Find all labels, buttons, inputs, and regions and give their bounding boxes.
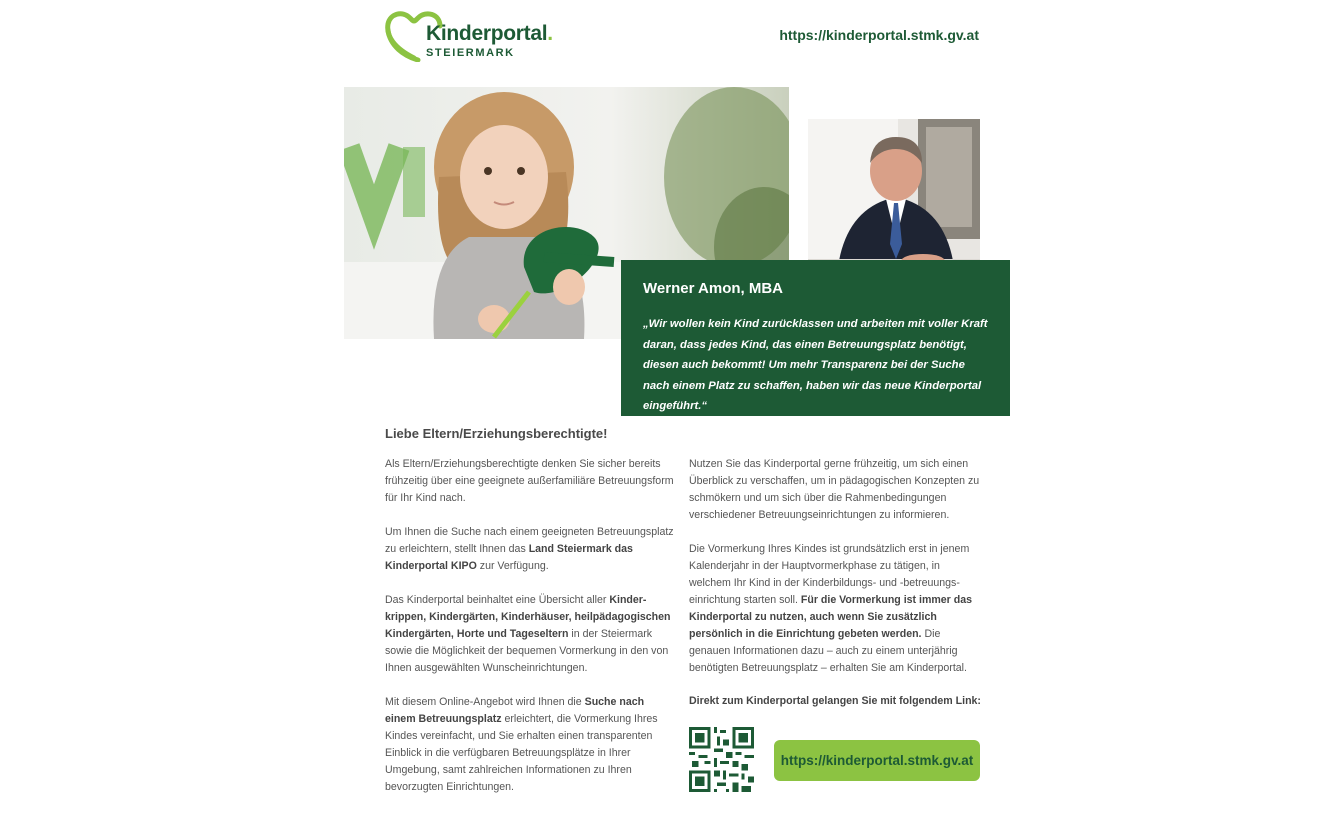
text-span: Mit diesem Online-Angebot wird Ihnen die	[385, 696, 585, 708]
bold-text: Für die Vormerkung ist immer das Kinderportal zu nutzen, auch wenn Sie zusätzlich persönlich in die Einrichtung gebeten werden.	[689, 594, 973, 640]
right-column	[689, 456, 984, 694]
left-column	[385, 456, 675, 813]
kinderportal-logo	[384, 6, 554, 62]
qr-code-icon[interactable]	[689, 727, 754, 792]
paragraph	[385, 524, 675, 575]
text-span: erleichtert, die Vormerkung Ihres Kindes vereinfacht, und Sie erhalten einen transparenten Einblick in die verfügbaren Betreuungsplätze in Ihrer Umgebung, samt zahlreichen Informationen zu Ihren bevorzugten Einrichtungen.	[385, 713, 658, 793]
logo-name: Kinderportal	[426, 22, 548, 45]
kinderportal-link-button[interactable]: https://kinderportal.stmk.gv.at	[774, 740, 980, 781]
text-span: Die Vormerkung Ihres Kindes ist grundsätzlich erst in jenem Kalenderjahr in der Hauptvormerkphase zu tätigen, in welchem Ihr Kind in der Kinderbildungs- und -betreuungseinrichtung starten soll.	[689, 543, 970, 606]
bold-text: Land Steiermark das Kinderportal KIPO	[385, 543, 633, 572]
text-span: in der Steiermark sowie die Möglichkeit der bequemen Vormerkung in den von Ihnen ausgewählten Wunscheinrichtungen.	[385, 628, 669, 674]
logo-dot: .	[547, 22, 553, 45]
text-span: Um Ihnen die Suche nach einem geeigneten Betreuungsplatz zu erleichtern, stellt Ihnen das	[385, 526, 674, 555]
direct-link-label: Direkt zum Kinderportal gelangen Sie mit folgendem Link:	[689, 695, 981, 707]
text-span: zur Verfügung.	[476, 560, 549, 572]
quote-text: „Wir wollen kein Kind zurücklassen und arbeiten mit voller Kraft daran, dass jedes Kind, das einen Betreuungsplatz benötigt, diesen auch bekommt! Um mehr Transparenz bei der Suche nach einem Platz zu schaffen, haben wir das neue Kinderportal eingeführt.“	[643, 318, 988, 412]
bold-text: Kinderkrippen, Kindergärten, Kinderhäuser, heilpädagogischen Kindergärten, Horte und Tageseltern	[385, 594, 671, 640]
text-span: Die genauen Informationen dazu – auch zu einem unterjährig benötigten Betreuungsplatz – erhalten Sie am Kinderportal.	[689, 628, 967, 674]
paragraph: Als Eltern/Erziehungsberechtigte denken Sie sicher bereits frühzeitig über eine geeignete außerfamiliäre Betreuungsform für Ihr Kind nach.	[385, 458, 674, 504]
paragraph	[385, 694, 675, 796]
bold-text: Suche nach einem Betreuungsplatz	[385, 696, 645, 725]
logo-subtitle: STEIERMARK	[426, 47, 515, 59]
text-span: Das Kinderportal beinhaltet eine Übersicht aller	[385, 594, 610, 606]
paragraph	[385, 592, 675, 677]
header-url-link[interactable]: https://kinderportal.stmk.gv.at	[779, 27, 979, 43]
greeting-heading: Liebe Eltern/Erziehungsberechtigte!	[385, 426, 608, 441]
paragraph: Nutzen Sie das Kinderportal gerne frühzeitig, um sich einen Überblick zu verschaffen, um in pädagogischen Konzepten zu schmökern und um sich über die Rahmenbedingungen verschiedener Betreuungseinrichtungen zu informieren.	[689, 458, 980, 521]
paragraph	[689, 541, 984, 677]
quote-author: Werner Amon, MBA	[643, 280, 784, 297]
quote-box	[621, 260, 1010, 416]
